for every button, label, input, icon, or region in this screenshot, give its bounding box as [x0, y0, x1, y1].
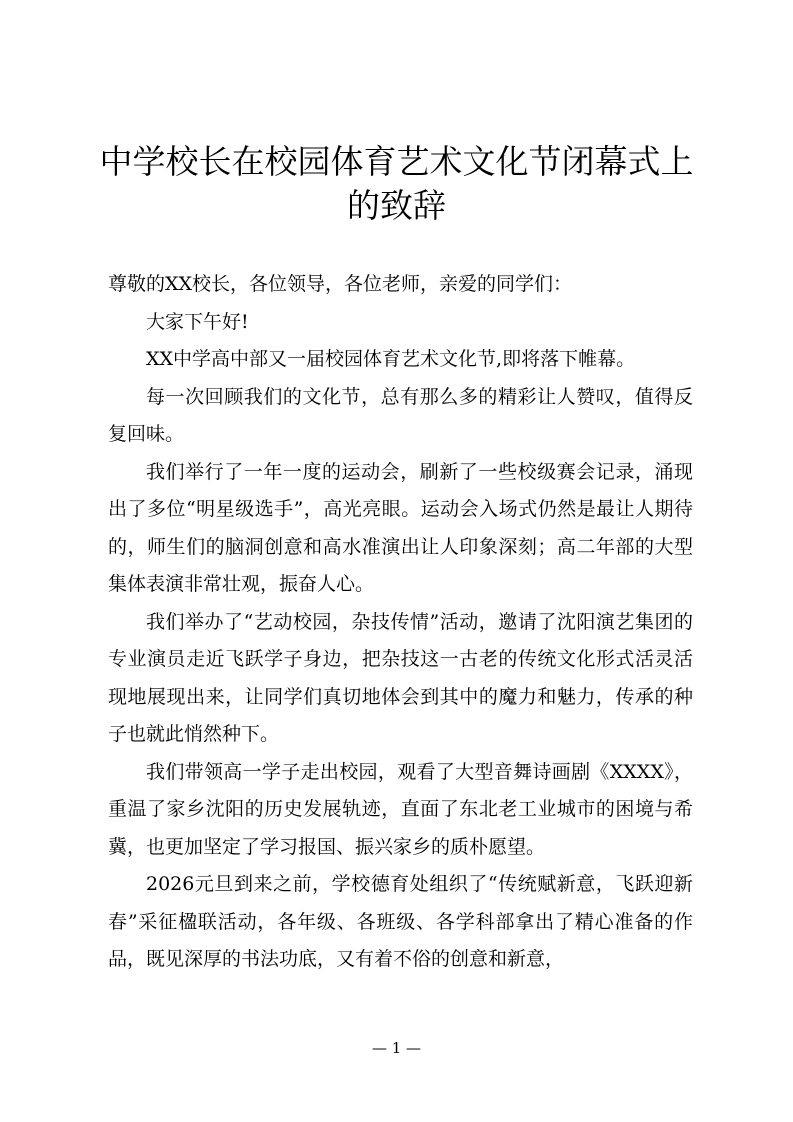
paragraph: 每一次回顾我们的文化节，总有那么多的精彩让人赞叹，值得反复回味。: [108, 385, 693, 445]
paragraph: 2026元旦到来之前，学校德育处组织了“传统赋新意，飞跃迎新春”采征楹联活动，各年级、各班级、各学科部拿出了精心准备的作品，既见深厚的书法功底，又有着不俗的创意和新意，: [108, 873, 693, 970]
document-title: [80, 140, 713, 228]
paragraph: 我们举行了一年一度的运动会，刷新了一些校级赛会记录，涌现出了多位“明星级选手”，高光亮眼。运动会入场式仍然是最让人期待的，师生们的脑洞创意和高水准演出让人印象深刻；高二年部的大型集体表演非常壮观，振奋人心。: [108, 460, 693, 595]
paragraph: 大家下午好!: [146, 310, 249, 333]
document-body: [108, 266, 693, 979]
title-line-1: 中学校长在校园体育艺术文化节闭幕式上: [99, 142, 694, 181]
page-number: — 1 —: [371, 1039, 422, 1057]
salutation: 尊敬的XX校长，各位领导，各位老师，亲爱的同学们：: [108, 273, 573, 295]
paragraph: XX中学高中部又一届校园体育艺术文化节,即将落下帷幕。: [146, 348, 636, 370]
title-line-2: 的致辞: [347, 186, 446, 225]
paragraph: 我们举办了“艺动校园，杂技传情”活动，邀请了沈阳演艺集团的专业演员走近飞跃学子身边，把杂技这一古老的传统文化形式活灵活现地展现出来，让同学们真切地体会到其中的魔力和魅力，传承的种子也就此悄然种下。: [108, 610, 693, 745]
paragraph: 我们带领高一学子走出校园，观看了大型音舞诗画剧《XXXX》，重温了家乡沈阳的历史发展轨迹，直面了东北老工业城市的困境与希冀，也更加坚定了学习报国、振兴家乡的质朴愿望。: [108, 760, 693, 858]
